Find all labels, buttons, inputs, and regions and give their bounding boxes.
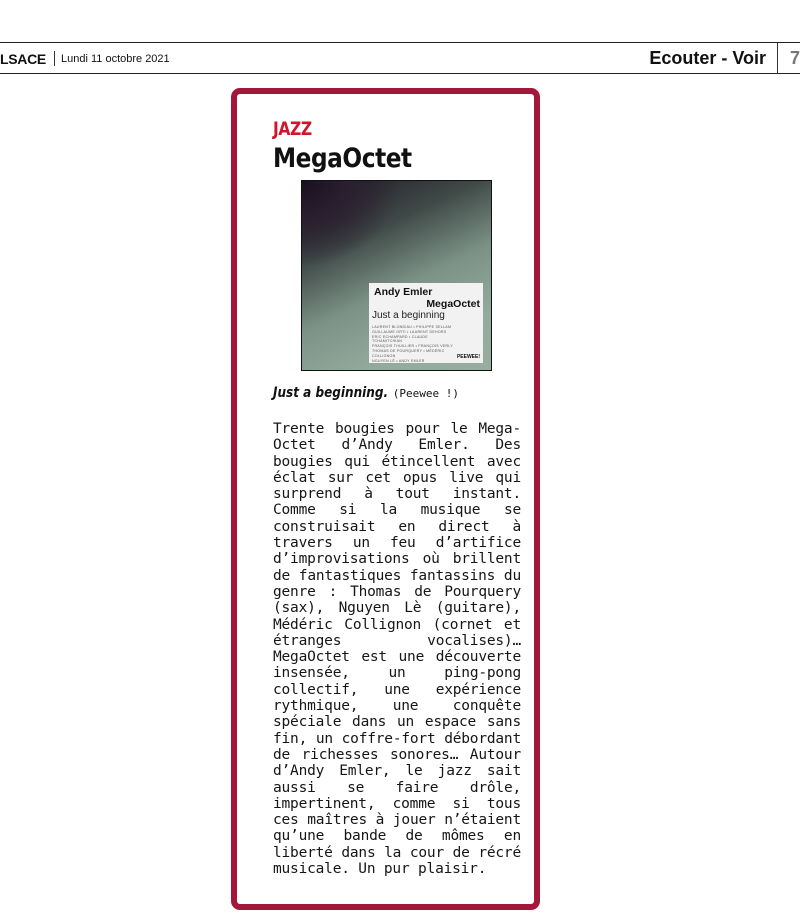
album-cover-label xyxy=(369,283,483,363)
album-caption xyxy=(273,382,459,401)
cover-record-label: PEEWEE! xyxy=(456,354,480,360)
cover-artist: Andy Emler xyxy=(374,286,433,298)
section-title: Ecouter - Voir xyxy=(649,48,766,68)
page-number-divider xyxy=(777,43,778,74)
cover-album-title: Just a beginning xyxy=(372,310,445,321)
header-divider xyxy=(54,51,55,66)
review-body-text: Trente bougies pour le Mega-Octet d’Andy Emler. Des bougies qui étincellent avec éclat sur cet opus live qui surprend à tout instant. Comme si la musique se construisait en direct à travers un feu d’artifice d’improvisations où brillent de fantastiques fantassins du genre : Thomas de Pourquery (sax), Nguyen Lè (guitare), Médéric Collignon (cornet et étranges vocalises)… MegaOctet est une découverte insensée, un ping-pong collectif, une expérience rythmique, une conquête spéciale dans un espace sans fin, un coffre-fort débordant de richesses sonores… Autour d’Andy Emler, le jazz sait aussi se faire drôle, impertinent, comme si tous ces maîtres à jouer n’étaient qu’une bande de mômes en liberté dans la cour de récré musicale. Un pur plaisir. xyxy=(273,421,521,878)
caption-album-title: Just a beginning. xyxy=(273,385,389,401)
cover-group: MegaOctet xyxy=(426,298,480,310)
page-number: 7 xyxy=(790,48,800,68)
caption-record-label: (Peewee !) xyxy=(392,387,460,400)
publication-date: Lundi 11 octobre 2021 xyxy=(61,53,170,65)
newspaper-name: LSACE xyxy=(0,51,46,67)
genre-label: JAZZ xyxy=(273,118,312,140)
album-cover-image xyxy=(301,180,492,371)
review-box xyxy=(231,88,540,910)
cover-musicians-list: LAURENT BLONDIAU • PHILIPPE SELLAM GUILLAUME ORTI • LAURENT DEHORS ERIC ECHAMPARD • CLAUDE TCHAMITCHIAN FRANÇOIS THUILLIER • FRANÇOIS VERLY THOMAS DE POURQUERY • MÉDÉRIC COLLIGNON NGUYEN LÊ • ANDY EMLER xyxy=(372,325,453,363)
newspaper-header xyxy=(0,42,800,74)
article-title: MegaOctet xyxy=(273,143,412,174)
